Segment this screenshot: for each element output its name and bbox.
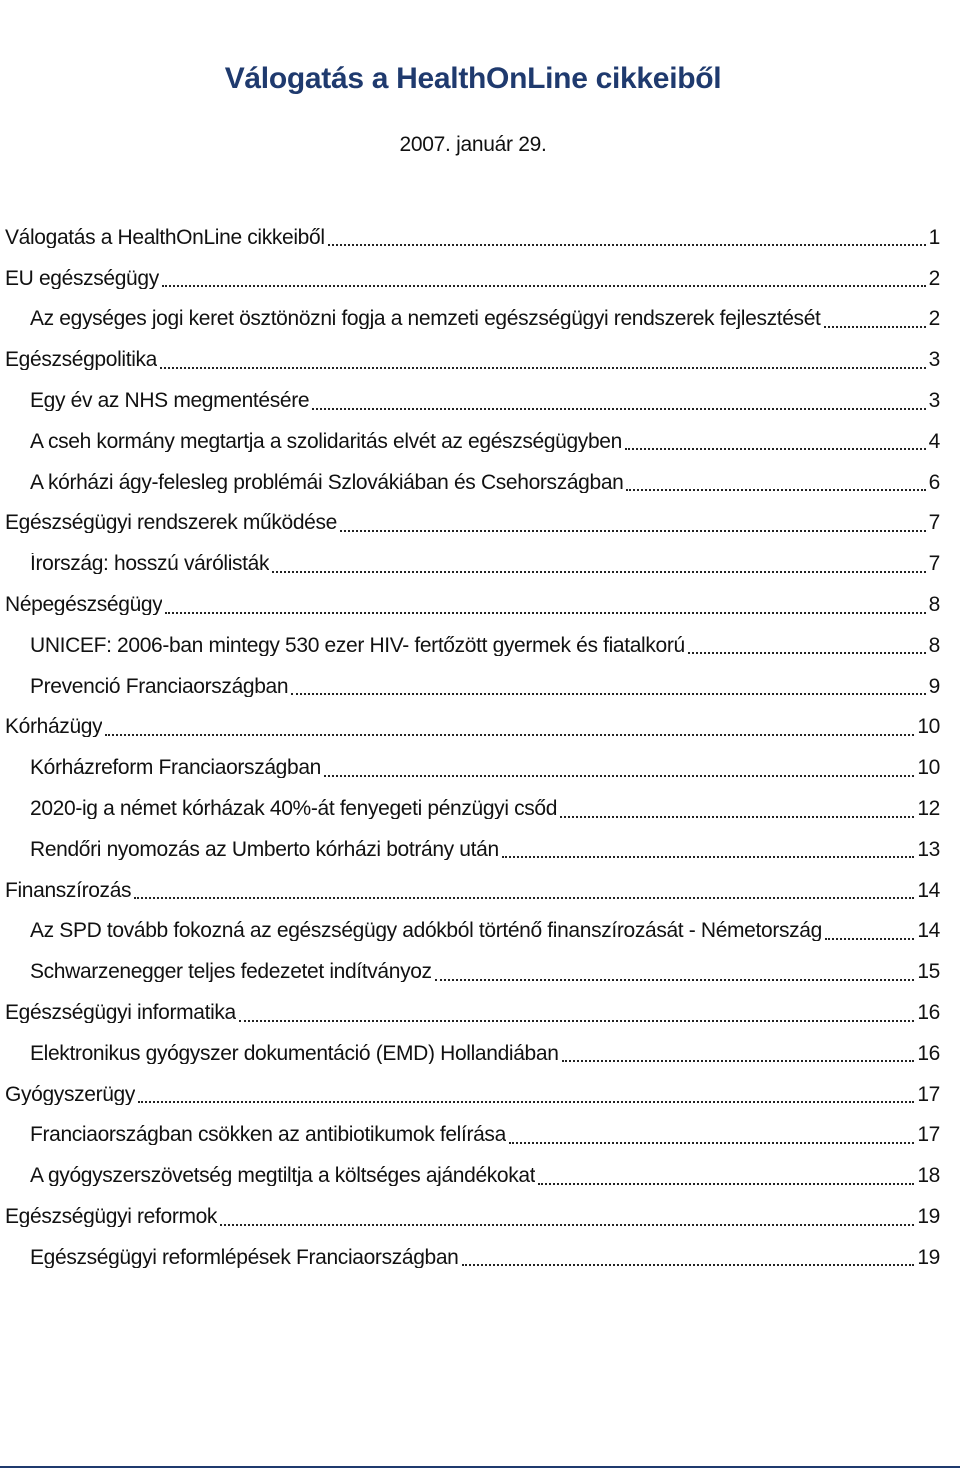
toc-dot-leader	[272, 571, 926, 573]
bottom-rule	[0, 1466, 960, 1468]
toc-dot-leader	[324, 775, 914, 777]
toc-subsection-entry[interactable]	[5, 1033, 940, 1074]
toc-page-number: 7	[928, 552, 940, 576]
toc-entry-label: A kórházi ágy-felesleg problémái Szlovákiában és Csehországban	[30, 471, 624, 493]
toc-page-number: 3	[928, 348, 940, 372]
toc-dot-leader	[312, 408, 925, 410]
toc-dot-leader	[562, 1060, 915, 1062]
toc-subsection-entry[interactable]	[5, 829, 940, 870]
toc-page-number: 16	[917, 1041, 940, 1065]
toc-section-entry[interactable]	[5, 503, 940, 544]
toc-entry-label: Egészségügyi reformok	[5, 1206, 218, 1228]
toc-page-number: 9	[928, 674, 940, 698]
toc-section-entry[interactable]	[5, 992, 940, 1033]
toc-page-number: 19	[917, 1205, 940, 1229]
toc-subsection-entry[interactable]	[5, 666, 940, 707]
toc-subsection-entry[interactable]	[5, 1155, 940, 1196]
toc-dot-leader	[688, 652, 926, 654]
toc-entry-label: Franciaországban csökken az antibiotikumok felírása	[30, 1124, 506, 1146]
toc-dot-leader	[824, 326, 926, 328]
toc-page-number: 18	[917, 1164, 940, 1188]
toc-page-number: 12	[917, 797, 940, 821]
toc-dot-leader	[105, 734, 914, 736]
toc-entry-label: Kórházreform Franciaországban	[30, 757, 321, 779]
toc-section-entry[interactable]	[5, 1074, 940, 1115]
toc-entry-label: A gyógyszerszövetség megtiltja a költséges ajándékokat	[30, 1165, 536, 1187]
toc-dot-leader	[134, 897, 914, 899]
toc-page-number: 2	[928, 266, 940, 290]
toc-dot-leader	[538, 1183, 914, 1185]
toc-dot-leader	[502, 856, 915, 858]
toc-entry-label: Egészségpolitika	[5, 349, 157, 371]
toc-page-number: 10	[917, 715, 940, 739]
toc-dot-leader	[435, 979, 915, 981]
toc-dot-leader	[220, 1224, 914, 1226]
toc-page-number: 8	[928, 593, 940, 617]
toc-dot-leader	[291, 693, 925, 695]
toc-entry-label: Az egységes jogi keret ösztönözni fogja a nemzeti egészségügyi rendszerek fejlesztését	[30, 308, 821, 330]
toc-section-entry[interactable]	[5, 584, 940, 625]
toc-page-number: 13	[917, 837, 940, 861]
toc-entry-label: Prevenció Franciaországban	[30, 675, 289, 697]
toc-dot-leader	[160, 367, 926, 369]
toc-entry-label: UNICEF: 2006-ban mintegy 530 ezer HIV- fertőzött gyermek és fiatalkorú	[30, 634, 685, 656]
toc-subsection-entry[interactable]	[5, 747, 940, 788]
toc-entry-label: A cseh kormány megtartja a szolidaritás elvét az egészségügyben	[30, 430, 622, 452]
toc-dot-leader	[825, 938, 914, 940]
toc-entry-label: Rendőri nyomozás az Umberto kórházi botrány után	[30, 838, 499, 860]
toc-entry-label: EU egészségügy	[5, 267, 159, 289]
toc-dot-leader	[626, 489, 925, 491]
toc-subsection-entry[interactable]	[5, 951, 940, 992]
toc-entry-label: Egészségügyi reformlépések Franciaországban	[30, 1246, 459, 1268]
toc-dot-leader	[328, 244, 926, 246]
toc-entry-label: Írország: hosszú várólisták	[30, 553, 270, 575]
toc-section-entry[interactable]	[5, 707, 940, 748]
toc-subsection-entry[interactable]	[5, 1115, 940, 1156]
toc-dot-leader	[509, 1142, 914, 1144]
toc-page-number: 19	[917, 1245, 940, 1269]
toc-subsection-entry[interactable]	[5, 1237, 940, 1278]
toc-page-number: 4	[928, 429, 940, 453]
toc-dot-leader	[138, 1101, 914, 1103]
toc-section-entry[interactable]	[5, 870, 940, 911]
toc-page-number: 16	[917, 1001, 940, 1025]
toc-dot-leader	[239, 1020, 914, 1022]
toc-dot-leader	[162, 285, 926, 287]
toc-entry-label: Elektronikus gyógyszer dokumentáció (EMD) Hollandiában	[30, 1042, 559, 1064]
toc-section-entry[interactable]	[5, 1196, 940, 1237]
toc-entry-label: Kórházügy	[5, 716, 103, 738]
toc-dot-leader	[560, 816, 914, 818]
toc-page-number: 10	[917, 756, 940, 780]
toc-entry-label: Népegészségügy	[5, 594, 163, 616]
toc-page-number: 6	[928, 470, 940, 494]
table-of-contents	[5, 217, 940, 1278]
toc-subsection-entry[interactable]	[5, 421, 940, 462]
toc-section-entry[interactable]	[5, 258, 940, 299]
toc-entry-label: Válogatás a HealthOnLine cikkeiből	[5, 226, 325, 248]
toc-page-number: 17	[917, 1123, 940, 1147]
document-date: 2007. január 29.	[399, 133, 547, 156]
toc-page-number: 2	[928, 307, 940, 331]
toc-entry-label: Finanszírozás	[5, 879, 132, 901]
toc-subsection-entry[interactable]	[5, 788, 940, 829]
toc-page-number: 1	[928, 225, 940, 249]
toc-entry-label: Egészségügyi informatika	[5, 1002, 236, 1024]
toc-dot-leader	[165, 612, 925, 614]
toc-dot-leader	[625, 448, 926, 450]
toc-page-number: 7	[928, 511, 940, 535]
toc-entry-label: Schwarzenegger teljes fedezetet indítványoz	[30, 961, 432, 983]
toc-subsection-entry[interactable]	[5, 299, 940, 340]
toc-page-number: 14	[917, 878, 940, 902]
page-title: Válogatás a HealthOnLine cikkeiből	[224, 62, 722, 96]
toc-page-number: 17	[917, 1082, 940, 1106]
toc-page-number: 15	[917, 960, 940, 984]
toc-page-number: 14	[917, 919, 940, 943]
toc-entry-label: Az SPD tovább fokozná az egészségügy adókból történő finanszírozását - Németország	[30, 920, 822, 942]
toc-subsection-entry[interactable]	[5, 625, 940, 666]
toc-section-entry[interactable]	[5, 339, 940, 380]
toc-page-number: 3	[928, 389, 940, 413]
toc-entry-label: Gyógyszerügy	[5, 1083, 136, 1105]
toc-page-number: 8	[928, 633, 940, 657]
toc-entry-label: Egészségügyi rendszerek működése	[5, 512, 337, 534]
toc-subsection-entry[interactable]	[5, 380, 940, 421]
toc-section-entry[interactable]	[5, 217, 940, 258]
toc-entry-label: 2020-ig a német kórházak 40%-át fenyegeti pénzügyi csőd	[30, 798, 558, 820]
toc-subsection-entry[interactable]	[5, 911, 940, 952]
toc-subsection-entry[interactable]	[5, 543, 940, 584]
toc-subsection-entry[interactable]	[5, 462, 940, 503]
toc-dot-leader	[462, 1264, 915, 1266]
toc-dot-leader	[340, 530, 926, 532]
toc-entry-label: Egy év az NHS megmentésére	[30, 390, 310, 412]
